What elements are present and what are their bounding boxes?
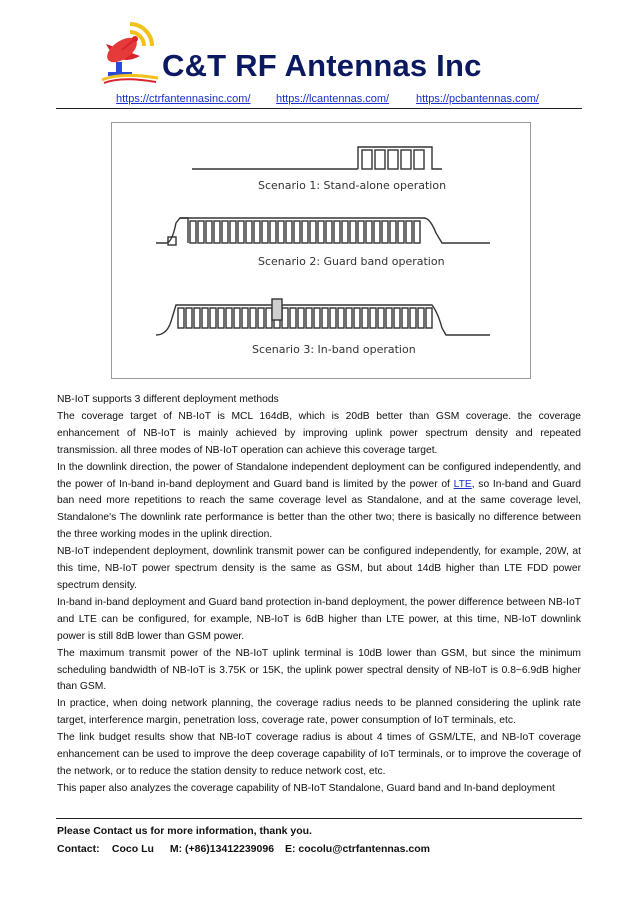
paragraph-6: The maximum transmit power of the NB-IoT uplink terminal is 10dB lower than GSM, but since the minimum scheduling bandwidth of NB-IoT is 3.75K or 15K, the uplink power spectral density of NB-IoT is 0.8~6.9dB higher than GSM. [57, 647, 581, 693]
contact-label: Contact: [57, 843, 100, 855]
paragraph-3-text-a: In the downlink direction, the power of Standalone independent deployment can be configured independently, and the power of In-band in-band deployment and Guard band is limited by the power of [57, 461, 581, 490]
paragraph-4: NB-IoT independent deployment, downlink transmit power can be configured independently, for example, 20W, at this time, NB-IoT power spectrum density is the same as GSM, but about 14dB higher than LTE FDD power spectrum density. [57, 546, 581, 591]
scenario-1-label: Scenario 1: Stand-alone operation [258, 179, 447, 192]
subcarrier-bar [222, 221, 228, 243]
scenario-2-label: Scenario 2: Guard band operation [258, 255, 445, 268]
subcarrier-bar [302, 221, 308, 243]
subcarrier-bar [398, 221, 404, 243]
subcarrier-bar [374, 221, 380, 243]
subcarrier-bar [402, 308, 408, 328]
subcarrier-bar [210, 308, 216, 328]
subcarrier-bar [358, 221, 364, 243]
subcarrier-bar [394, 308, 400, 328]
scenario-3-label: Scenario 3: In-band operation [252, 343, 416, 356]
paragraph-2: The coverage target of NB-IoT is MCL 164dB, which is 20dB better than GSM coverage. the coverage enhancement of NB-IoT is mainly achieved by improving uplink power spectrum density and repeated transmission. all three modes of NB-IoT operation can achieve this coverage target. [57, 410, 581, 456]
subcarrier-bar [318, 221, 324, 243]
contact-name: Coco Lu [111, 843, 154, 855]
subcarrier-bar [250, 308, 256, 328]
subcarrier-bar [306, 308, 312, 328]
deployment-scenarios-figure [111, 122, 531, 379]
scenario-3-lte-subcarriers [178, 308, 432, 328]
subcarrier-bar [346, 308, 352, 328]
subcarrier-bar [238, 221, 244, 243]
paragraph-1: NB-IoT supports 3 different deployment methods [57, 394, 279, 405]
deployment-scenarios-diagram [112, 123, 530, 378]
satellite-dish-logo-icon [100, 22, 160, 84]
subcarrier-bar [338, 308, 344, 328]
subcarrier-bar [310, 221, 316, 243]
subcarrier-bar [206, 221, 212, 243]
subcarrier-bar [370, 308, 376, 328]
subcarrier-bar [242, 308, 248, 328]
subcarrier-bar [406, 221, 412, 243]
subcarrier-bar [218, 308, 224, 328]
subcarrier-bar [418, 308, 424, 328]
scenario-1-gsm-carriers [362, 150, 424, 169]
scenario-2-lte-subcarriers [190, 221, 420, 243]
paragraph-3-text-b: , so In-band and Guard ban need more repetitions to reach the same coverage level as Standalone, and at the same coverage level, Standalone's The downlink rate performance is better than the other two; there is basically no difference between the three working modes in the uplink direction. [57, 478, 581, 541]
lte-link[interactable]: LTE [453, 478, 472, 490]
subcarrier-bar [298, 308, 304, 328]
company-name: C&T RF Antennas Inc [162, 48, 482, 83]
subcarrier-bar [214, 221, 220, 243]
page-footer [57, 822, 581, 858]
paragraph-7: In practice, when doing network planning, the coverage radius needs to be planned considering the uplink rate target, interference margin, penetration loss, coverage rate, power consumption of IoT terminals, etc. [57, 698, 581, 727]
subcarrier-bar [178, 308, 184, 328]
subcarrier-bar [230, 221, 236, 243]
subcarrier-bar [378, 308, 384, 328]
paragraph-3 [57, 460, 581, 545]
subcarrier-bar [386, 308, 392, 328]
subcarrier-bar [350, 221, 356, 243]
subcarrier-bar [322, 308, 328, 328]
footer-divider [56, 818, 582, 819]
subcarrier-bar [334, 221, 340, 243]
subcarrier-bar [198, 221, 204, 243]
paragraph-5: In-band in-band deployment and Guard band protection in-band deployment, the power difference between NB-IoT and LTE can be configured, for example, NB-IoT is 6dB higher than LTE power, at this time, NB-IoT downlink power is still 8dB lower than GSM power. [57, 596, 581, 642]
subcarrier-bar [382, 221, 388, 243]
subcarrier-bar [270, 221, 276, 243]
contact-email: E: cocolu@ctrfantennas.com [284, 843, 430, 855]
footer-contact-details [57, 840, 581, 858]
paragraph-8: The link budget results show that NB-IoT coverage radius is about 4 times of GSM/LTE, and NB-IoT coverage enhancement can be used to improve the deep coverage capability of IoT terminals, or to improve the coverage of the network, or to reduce the station density to reduce network cost, etc. [57, 732, 581, 777]
subcarrier-bar [414, 221, 420, 243]
subcarrier-bar [254, 221, 260, 243]
subcarrier-bar [362, 308, 368, 328]
subcarrier-bar [342, 221, 348, 243]
subcarrier-bar [326, 221, 332, 243]
subcarrier-bar [190, 221, 196, 243]
subcarrier-bar [186, 308, 192, 328]
subcarrier-bar [290, 308, 296, 328]
subcarrier-bar [282, 308, 288, 328]
subcarrier-bar [266, 308, 272, 328]
header-divider [56, 108, 582, 109]
subcarrier-bar [390, 221, 396, 243]
footer-contact-prompt: Please Contact us for more information, thank you. [57, 825, 312, 837]
subcarrier-bar [234, 308, 240, 328]
link-lcantennas[interactable]: https://lcantennas.com/ [276, 93, 390, 105]
contact-mobile: M: (+86)13412239096 [169, 843, 275, 855]
subcarrier-bar [330, 308, 336, 328]
subcarrier-bar [258, 308, 264, 328]
subcarrier-bar [314, 308, 320, 328]
subcarrier-bar [202, 308, 208, 328]
article-body [57, 392, 581, 798]
subcarrier-bar [194, 308, 200, 328]
subcarrier-bar [286, 221, 292, 243]
link-ctrfantennasinc[interactable]: https://ctrfantennasinc.com/ [116, 93, 251, 105]
link-pcbantennas[interactable]: https://pcbantennas.com/ [416, 93, 539, 105]
subcarrier-bar [294, 221, 300, 243]
subcarrier-bar [354, 308, 360, 328]
page-header [0, 0, 638, 110]
subcarrier-bar [226, 308, 232, 328]
subcarrier-bar [426, 308, 432, 328]
subcarrier-bar [278, 221, 284, 243]
subcarrier-bar [410, 308, 416, 328]
subcarrier-bar [262, 221, 268, 243]
subcarrier-bar [366, 221, 372, 243]
subcarrier-bar [246, 221, 252, 243]
paragraph-9: This paper also analyzes the coverage capability of NB-IoT Standalone, Guard band and In-band deployment [57, 782, 555, 794]
